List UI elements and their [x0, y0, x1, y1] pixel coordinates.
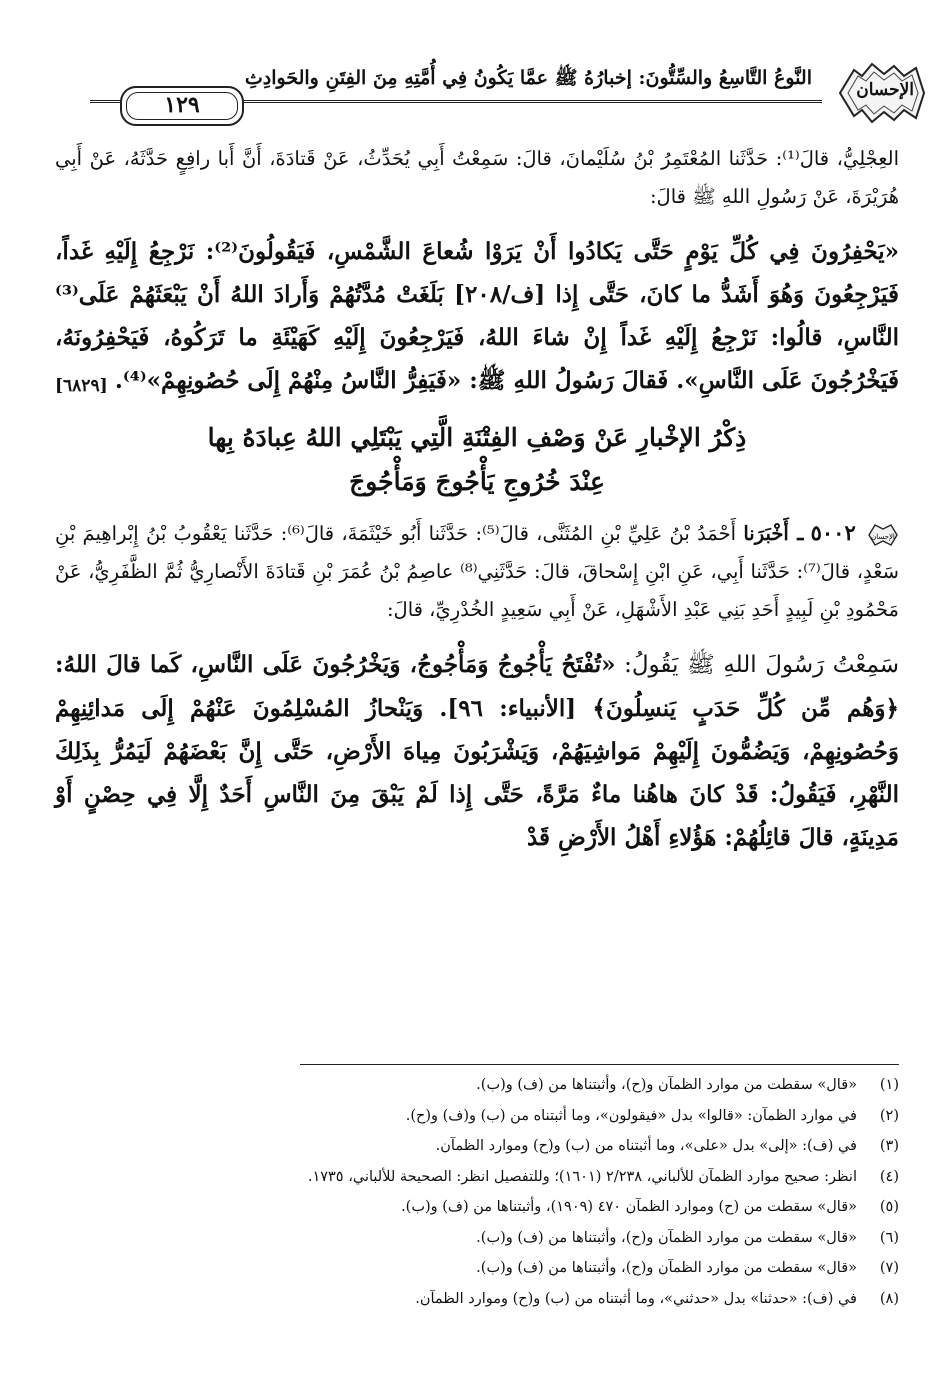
footnote-text: «قال» سقطت من موارد الظمآن و(ح)، وأثبتناها من (ف) و(ب).: [476, 1229, 857, 1246]
footnote-text: في (ف): «إلى» بدل «على»، وما أثبتناه من (ب) و(ح) وموارد الظمآن.: [435, 1138, 857, 1154]
hadith-1-reference: [٦٨٢٩]: [55, 376, 108, 396]
footnote-text: في موارد الظمآن: «قالوا» بدل «فيقولون»، وما أثبتناه من (ب) و(ف) و(ح).: [405, 1107, 857, 1124]
footnote: [80, 1223, 899, 1254]
footnote: [80, 1131, 899, 1162]
footnote-text: «قال» سقطت من موارد الظمآن و(ح)، وأثبتناها من (ف) و(ب).: [476, 1260, 857, 1276]
footnote: [80, 1101, 899, 1132]
footnote-number: (١): [879, 1077, 899, 1093]
footnote-number: (٦): [879, 1229, 899, 1246]
hadith-2-body: «تُفْتَحُ يَأْجُوجُ وَمَأْجُوجُ، وَيَخْرُجُونَ عَلَى النَّاسِ، كَما قالَ اللهُ: ﴿وَهُم مِّن كُلِّ حَدَبٍ يَنسِلُونَ﴾ [الأنبياء: ٩٦]. وَيَنْحازُ المُسْلِمُونَ عَنْهُمْ إِلَى مَدائِنِهِمْ وَحُصُونِهِمْ، وَيَضُمُّونَ إِلَيْهِمْ مَواشِيَهُمْ، وَيَشْرَبُونَ مِياهَ الأَرْضِ، حَتَّى إِنَّ بَعْضَهُمْ لَيَمُرُّ بِذَلِكَ النَّهْرِ، فَيَقُولُ: قَدْ كانَ هاهُنا ماءٌ مَرَّةً، حَتَّى إِذا لَمْ يَبْقَ مِنَ النَّاسِ أَحَدٌ إِلَّا فِي حِصْنٍ أَوْ مَدِينَةٍ، قالَ قائِلُهُمْ: هَؤُلاءِ أَهْلُ الأَرْضِ قَدْ: [55, 651, 899, 851]
hadith-marker-icon: [867, 522, 899, 548]
footnote-text: في (ف): «حدثنا» بدل «حدثني»، وما أثبتناه من (ب) و(ح) وموارد الظمآن.: [415, 1290, 857, 1307]
footnote: [80, 1070, 899, 1101]
footnote: [80, 1162, 899, 1193]
chapter-title: النَّوعُ التَّاسِعُ والسِّتُّونَ: إخبارُهُ ﷺ عمَّا يَكُونُ فِي أُمَّتِهِ مِنَ الفِتَنِ والحَوادِثِ: [244, 67, 812, 89]
footnote: [80, 1284, 899, 1315]
book-emblem: [832, 60, 932, 126]
page-number: ١٢٩: [164, 92, 200, 118]
hadith-1-body: «يَحْفِرُونَ فِي كُلِّ يَوْمٍ حَتَّى يَكادُوا أَنْ يَرَوْا شُعاعَ الشَّمْسِ، فَيَقُولُونَ⁽²⁾: نَرْجِعُ إِلَيْهِ غَداً، فَيَرْجِعُونَ وَهُوَ أَشَدُّ ما كانَ، حَتَّى إِذا [ف/٢٠٨] بَلَغَتْ مُدَّتُهُمْ وَأَرادَ اللهُ أَنْ يَبْعَثَهُمْ عَلَى⁽³⁾ النَّاسِ، قالُوا: نَرْجِعُ إِلَيْهِ غَداً إِنْ شاءَ اللهُ، فَيَرْجِعُونَ إِلَيْهِ كَهَيْئَةِ ما تَرَكُوهُ، فَيَحْفِرُونَهُ، فَيَخْرُجُونَ عَلَى النَّاسِ». فَقالَ رَسُولُ اللهِ ﷺ: «فَيَفِرُّ النَّاسُ مِنْهُمْ إِلَى حُصُونِهِمْ»⁽⁴⁾.: [55, 238, 900, 394]
hadith-number: ٥٠٠٢: [810, 520, 856, 545]
section-heading: [55, 416, 899, 504]
narration-chain-1: العِجْلِيُّ، قالَ⁽¹⁾: حَدَّثَنا المُعْتَمِرُ بْنُ سُلَيْمانَ، قالَ: سَمِعْتُ أَبِي يُحَدِّثُ، عَنْ قَتادَةَ، أَنَّ أَبا رافِعٍ حَدَّثَهُ، عَنْ أَبِي هُرَيْرَةَ، عَنْ رَسُولِ اللهِ ﷺ قالَ:: [55, 147, 900, 208]
hadith-2-intro: سَمِعْتُ رَسُولَ اللهِ ﷺ يَقُولُ:: [615, 652, 900, 678]
footnote-number: (٤): [879, 1168, 899, 1185]
main-text: [55, 140, 899, 873]
footnote-number: (٢): [879, 1107, 899, 1124]
footnote-separator: [300, 1064, 899, 1065]
narration-chain-2: الإحسان ٥٠٠٢ ـ أَخْبَرَنا أَحْمَدُ بْنُ عَلِيِّ بْنِ المُثَنَّى، قالَ⁽⁵⁾: حَدَّثَنا أَبُو خَيْثَمَةَ، قالَ⁽⁶⁾: حَدَّثَنا يَعْقُوبُ بْنُ إِبْراهِيمَ بْنِ سَعْدٍ، قالَ⁽⁷⁾: حَدَّثَنا أَبِي، عَنِ ابْنِ إِسْحاقَ، قالَ: حَدَّثَنِي⁽⁸⁾ عاصِمُ بْنُ عُمَرَ بْنِ قَتادَةَ الأَنْصارِيُّ ثُمَّ الظَّفَرِيُّ، عَنْ مَحْمُودِ بْنِ لَبِيدٍ أَحَدِ بَنِي عَبْدِ الأَشْهَلِ، عَنْ أَبِي سَعِيدٍ الخُدْرِيِّ، قالَ:: [55, 520, 899, 621]
footnote-number: (٨): [879, 1290, 899, 1307]
page-number-frame: [120, 86, 244, 126]
footnote: [80, 1192, 899, 1223]
hadith-text-1: [55, 230, 899, 402]
akhbarana-word: أَخْبَرَنا: [743, 522, 789, 545]
footnote-number: (٧): [879, 1260, 899, 1276]
footnote-number: (٥): [879, 1199, 899, 1215]
footnote-number: (٣): [879, 1138, 899, 1154]
page-header: [60, 58, 922, 130]
section-heading-line-2: عِنْدَ خُرُوجِ يَأْجُوجَ وَمَأْجُوجَ: [349, 467, 605, 496]
hadith-marker-label: الإحسان: [871, 532, 895, 541]
footnote-text: «قال» سقطت من (ح) وموارد الظمآن ٤٧٠ (١٩٠٩)، وأثبتناها من (ف) و(ب).: [401, 1199, 857, 1215]
footnotes: [80, 1070, 899, 1314]
narration-chain-2-body: أَحْمَدُ بْنُ عَلِيِّ بْنِ المُثَنَّى، قالَ⁽⁵⁾: حَدَّثَنا أَبُو خَيْثَمَةَ، قالَ⁽⁶⁾: حَدَّثَنا يَعْقُوبُ بْنُ إِبْراهِيمَ بْنِ سَعْدٍ، قالَ⁽⁷⁾: حَدَّثَنا أَبِي، عَنِ ابْنِ إِسْحاقَ، قالَ: حَدَّثَنِي⁽⁸⁾ عاصِمُ بْنُ عُمَرَ بْنِ قَتادَةَ الأَنْصارِيُّ ثُمَّ الظَّفَرِيُّ، عَنْ مَحْمُودِ بْنِ لَبِيدٍ أَحَدِ بَنِي عَبْدِ الأَشْهَلِ، عَنْ أَبِي سَعِيدٍ الخُدْرِيِّ، قالَ:: [55, 522, 899, 621]
footnote-text: «قال» سقطت من موارد الظمآن و(ح)، وأثبتناها من (ف) و(ب).: [476, 1077, 857, 1093]
emblem-label: الإحسان: [856, 80, 914, 100]
hadith-text-2: [55, 643, 899, 859]
footnote-text: انظر: صحيح موارد الظمآن للألباني، ٢/٢٣٨ (١٦٠١)؛ وللتفصيل انظر: الصحيحة للألباني، ١٧٣٥.: [307, 1168, 857, 1185]
section-heading-line-1: ذِكْرُ الإخْبارِ عَنْ وَصْفِ الفِتْنَةِ الَّتِي يَبْتَلِي اللهُ عِبادَهُ بِها: [207, 423, 747, 452]
footnote: [80, 1253, 899, 1284]
